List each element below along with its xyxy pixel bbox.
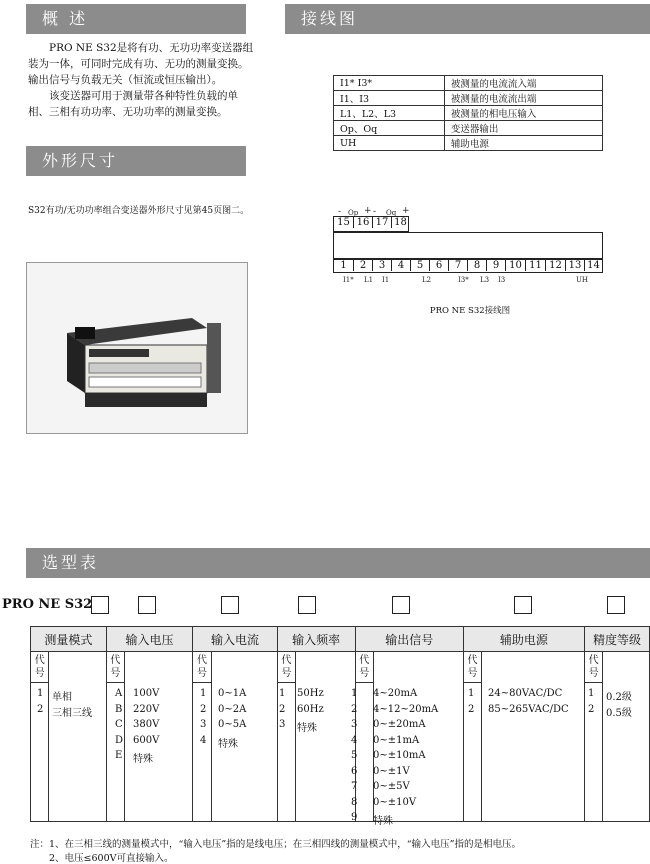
- terminal: 18: [391, 217, 409, 228]
- overview-para-2: 该变送器可用于测量带各种特性负载的单相、三相有功功率、无功功率的测量变换。: [28, 90, 238, 118]
- current-value: 特殊: [218, 738, 238, 750]
- terminal: 2: [353, 260, 372, 271]
- output-code: 2: [351, 703, 358, 715]
- table-row: [334, 106, 603, 121]
- dimensions-text: S32有功/无功功率组合变送器外形尺寸见第45页图二。: [28, 206, 250, 216]
- sign: Oq: [386, 209, 397, 217]
- power-code: 1: [468, 688, 475, 699]
- terminal: 4: [391, 260, 410, 271]
- frequency-value: 特殊: [297, 723, 317, 734]
- header-output: 输出信号: [355, 627, 463, 652]
- power-value: 85~265VAC/DC: [488, 703, 569, 715]
- terminal: 5: [410, 260, 429, 271]
- wiring-caption: PRO NE S32接线图: [429, 306, 511, 316]
- table-row: [334, 76, 603, 91]
- top-terminal-strip: [333, 216, 409, 232]
- code-label: 代号: [584, 652, 602, 683]
- wiring-legend-table: [333, 75, 603, 151]
- terminal: 10: [505, 260, 525, 271]
- terminal: 6: [429, 260, 448, 271]
- output-value: 0~±10V: [373, 796, 417, 808]
- frequency-code: 1: [279, 688, 286, 699]
- accuracy-code: 2: [588, 703, 595, 715]
- sign: +: [402, 206, 410, 216]
- product-photo: [26, 262, 248, 434]
- selection-table: [30, 626, 650, 822]
- legend-desc: 被测量的相电压输入: [444, 106, 602, 121]
- mode-code: 1: [37, 688, 44, 699]
- output-value: 0~±5V: [373, 781, 410, 792]
- voltage-value: 220V: [133, 703, 160, 715]
- code-label: 代号: [31, 652, 49, 683]
- code-box-voltage[interactable]: [138, 596, 156, 614]
- power-value: 24~80VAC/DC: [488, 688, 563, 699]
- voltage-value: 380V: [133, 719, 160, 730]
- legend-desc: 被测量的电流流入端: [444, 76, 602, 91]
- accuracy-value: 0.5级: [606, 707, 632, 719]
- voltage-code: A: [115, 688, 123, 699]
- header-mode: 测量模式: [31, 627, 107, 652]
- code-label: 代号: [355, 652, 373, 683]
- output-value: 0~±10mA: [373, 750, 426, 761]
- legend-desc: 被测量的电流流出端: [444, 91, 602, 106]
- code-box-output[interactable]: [392, 596, 410, 614]
- code-box-frequency[interactable]: [298, 596, 316, 614]
- frequency-value: 60Hz: [297, 703, 324, 715]
- voltage-code: C: [115, 719, 123, 730]
- sign: -: [373, 207, 377, 217]
- table-row: [334, 121, 603, 136]
- output-code: 7: [351, 781, 358, 792]
- wiring-header: 接线图: [285, 4, 650, 34]
- legend-desc: 变送器输出: [444, 121, 602, 136]
- legend-term: I1* I3*: [334, 76, 445, 91]
- current-code: 3: [200, 719, 207, 730]
- sign: +: [364, 206, 372, 216]
- terminal-label: L1: [364, 276, 374, 284]
- sign: -: [338, 207, 342, 217]
- overview-para-1: PRO NE S32是将有功、无功功率变送器组装为一体，可同时完成有功、无功的测量变换。输出信号与负载无关（恒流或恒压输出）。: [28, 42, 254, 86]
- current-value: 0~5A: [218, 719, 247, 730]
- voltage-value: 特殊: [133, 754, 153, 765]
- voltage-value: 600V: [133, 734, 160, 746]
- output-code: 3: [351, 719, 358, 730]
- overview-header: 概 述: [26, 4, 246, 34]
- legend-term: Op、Oq: [334, 121, 445, 136]
- voltage-code: D: [115, 734, 124, 746]
- code-label: 代号: [463, 652, 481, 683]
- terminal: 16: [353, 217, 372, 228]
- code-label: 代号: [193, 652, 211, 683]
- note-1: 注：1、在三相三线的测量模式中，“输入电压”指的是线电压；在三相四线的测量模式中，“输入电压”指的是相电压。: [30, 839, 521, 850]
- terminal: 3: [372, 260, 391, 271]
- terminal: 9: [486, 260, 505, 271]
- voltage-code: B: [115, 703, 123, 715]
- output-value: 特殊: [373, 816, 393, 827]
- terminal: 14: [584, 260, 602, 271]
- code-box-current[interactable]: [221, 596, 239, 614]
- dimensions-header: 外形尺寸: [26, 146, 246, 176]
- model-number: PRO NE S32: [2, 597, 93, 612]
- output-code: 5: [351, 750, 358, 761]
- code-box-accuracy[interactable]: [607, 596, 625, 614]
- terminal: 12: [545, 260, 565, 271]
- legend-term: L1、L2、L3: [334, 106, 445, 121]
- terminal: 11: [525, 260, 545, 271]
- terminal-label: I1*: [343, 276, 354, 284]
- terminal: 15: [337, 217, 350, 228]
- output-value: 0~±20mA: [373, 719, 426, 730]
- terminal-label: I1: [382, 276, 390, 284]
- output-code: 9: [351, 812, 358, 823]
- current-value: 0~2A: [218, 703, 247, 715]
- code-box-power[interactable]: [514, 596, 532, 614]
- output-value: 4~12~20mA: [373, 703, 439, 715]
- voltage-code: E: [115, 750, 123, 761]
- current-code: 2: [200, 703, 207, 715]
- header-current: 输入电流: [193, 627, 277, 652]
- terminal-label: L2: [422, 276, 432, 284]
- note-2: 2、电压≤600V可直接输入。: [49, 853, 174, 864]
- output-value: 4~20mA: [373, 688, 418, 699]
- legend-term: UH: [334, 136, 445, 151]
- accuracy-code: 1: [588, 688, 595, 699]
- frequency-value: 50Hz: [297, 688, 324, 699]
- legend-term: I1、I3: [334, 91, 445, 106]
- table-row: [31, 627, 650, 652]
- power-code: 2: [468, 703, 475, 715]
- header-power: 辅助电源: [463, 627, 584, 652]
- selection-header: 选型表: [26, 548, 650, 578]
- overview-text: [28, 40, 256, 120]
- current-value: 0~1A: [218, 688, 247, 699]
- output-code: 1: [351, 688, 358, 699]
- bottom-terminal-strip: [333, 259, 603, 273]
- code-label: 代号: [106, 652, 124, 683]
- header-accuracy: 精度等级: [584, 627, 649, 652]
- table-row: [334, 91, 603, 106]
- output-code: 6: [351, 765, 358, 777]
- mode-value: 三相三线: [52, 707, 92, 719]
- table-row: [31, 652, 650, 683]
- sign: Op: [348, 209, 359, 217]
- code-label: 代号: [277, 652, 295, 683]
- legend-desc: 辅助电源: [444, 136, 602, 151]
- table-row: [334, 136, 603, 151]
- header-frequency: 输入频率: [277, 627, 355, 652]
- output-code: 4: [351, 734, 358, 746]
- terminal-label: UH: [576, 276, 589, 284]
- frequency-code: 2: [279, 703, 286, 715]
- terminal: 13: [565, 260, 584, 271]
- code-box-mode[interactable]: [91, 596, 109, 614]
- output-code: 8: [351, 796, 358, 808]
- current-code: 4: [200, 734, 207, 746]
- frequency-code: 3: [279, 719, 286, 730]
- mode-value: 单相: [52, 692, 72, 703]
- output-value: 0~±1V: [373, 765, 410, 777]
- output-value: 0~±1mA: [373, 734, 420, 746]
- terminal-label: L3: [480, 276, 490, 284]
- terminal: 1: [340, 260, 347, 271]
- terminal-label: I3: [498, 276, 506, 284]
- device-body: [333, 232, 603, 259]
- accuracy-value: 0.2级: [606, 692, 632, 703]
- terminal: 8: [467, 260, 486, 271]
- terminal: 17: [372, 217, 391, 228]
- mode-code: 2: [37, 703, 44, 715]
- header-voltage: 输入电压: [106, 627, 193, 652]
- voltage-value: 100V: [133, 688, 160, 699]
- current-code: 1: [200, 688, 207, 699]
- terminal: 7: [448, 260, 467, 271]
- terminal-label: I3*: [458, 276, 469, 284]
